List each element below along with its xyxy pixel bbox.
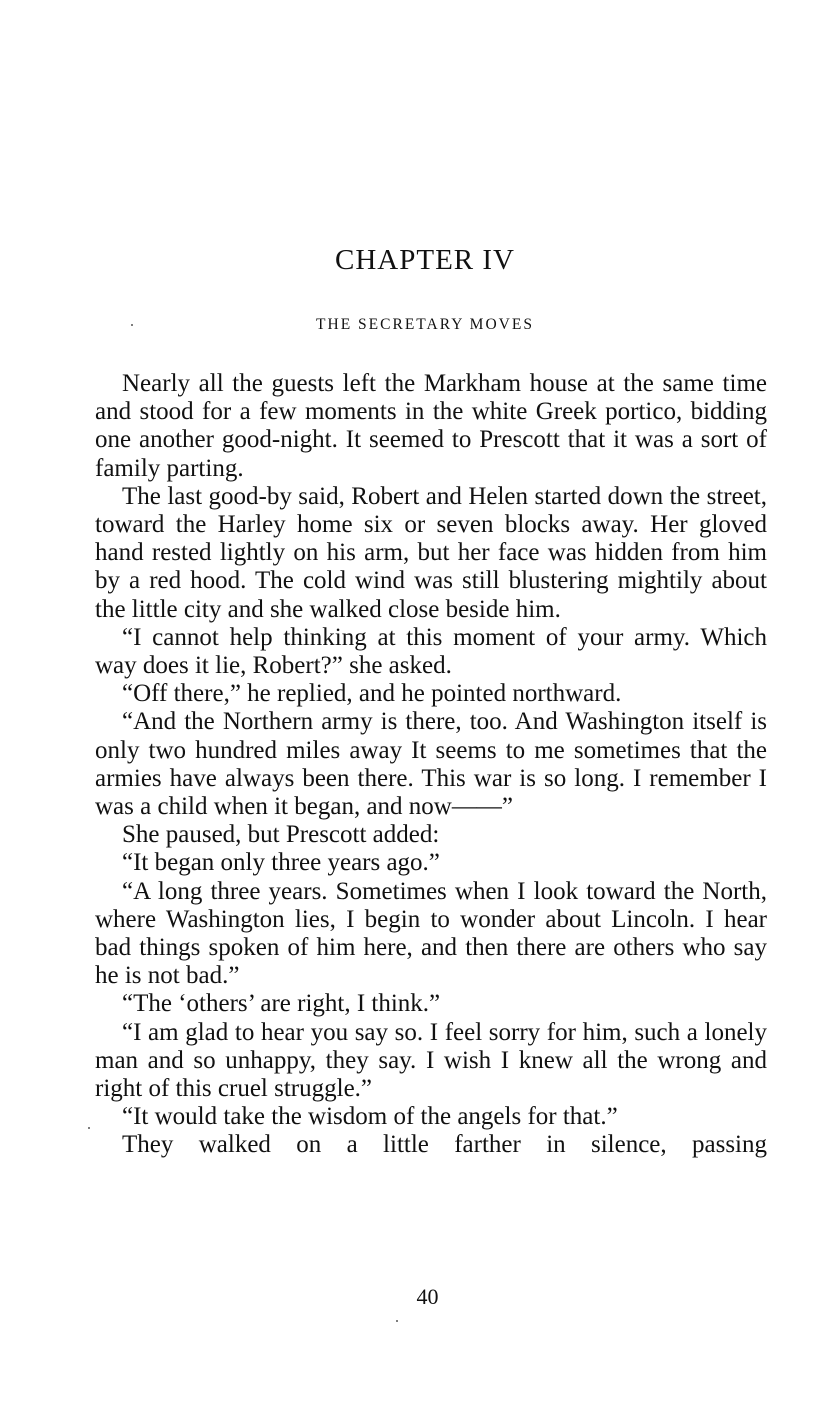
paragraph: She paused, but Prescott added: [122,821,440,849]
paragraph: “And the Northern army is there, too. And Washington itself is only two hundred miles away It seems to me sometimes that the armies have always been there. This war is so long. I remember I was a child when it began, and now——” [95,708,767,821]
chapter-title: CHAPTER IV [335,244,515,276]
print-speck [88,1127,90,1129]
paragraph: “It would take the wisdom of the angels for that.” [122,1103,618,1131]
paragraph: “The ‘others’ are right, I think.” [122,990,441,1018]
page-number: 40 [416,1284,439,1309]
paragraph: They walked on a little farther in silence, passing [122,1131,767,1159]
chapter-subtitle: THE SECRETARY MOVES [316,316,534,333]
paragraph: “I cannot help thinking at this moment of your army. Which way does it lie, Robert?” she asked. [95,623,767,680]
paragraph: Nearly all the guests left the Markham house at the same time and stood for a few moments in the white Greek portico, bidding one another good-night. It seemed to Prescott that it was a sort of family parting. [95,370,767,482]
print-speck [131,324,133,326]
paragraph: “A long three years. Sometimes when I look toward the North, where Washington lies, I begin to wonder about Lincoln. I hear bad things spoken of him here, and then there are others who say he is not bad.” [95,877,767,990]
body-text [95,370,767,1160]
paragraph: The last good-by said, Robert and Helen started down the street, toward the Harley home six or seven blocks away. Her gloved hand rested lightly on his arm, but her face was hidden from him by a red hood. The cold wind was still blustering mightily about the little city and she walked close beside him. [95,482,767,623]
print-speck [396,1320,398,1322]
paragraph: “I am glad to hear you say so. I feel sorry for him, such a lonely man and so unhappy, they say. I wish I knew all the wrong and right of this cruel struggle.” [95,1018,767,1103]
paragraph: “Off there,” he replied, and he pointed northward. [122,680,622,708]
paragraph: “It began only three years ago.” [122,849,440,877]
